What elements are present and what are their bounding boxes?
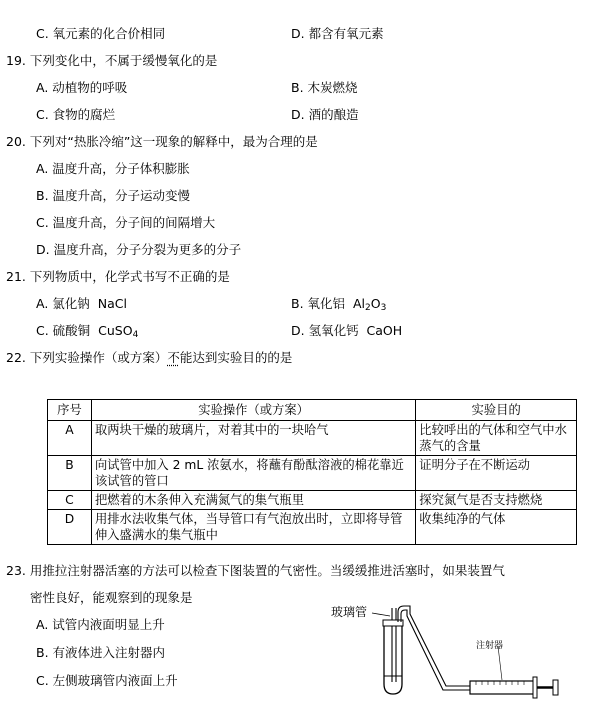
table-header-row (48, 400, 577, 421)
q19-option-c: C. 食物的腐烂 (36, 107, 116, 122)
q23-option-c: C. 左侧玻璃管内液面上升 (36, 673, 178, 688)
connecting-tube (398, 606, 470, 686)
q20-option-a: A. 温度升高，分子体积膨胀 (36, 161, 190, 176)
q23-stem-line1: 23. 用推拉注射器活塞的方法可以检查下图装置的气密性。当缓缓推进活塞时，如果装置气 (6, 563, 505, 578)
figure-label-syringe: 注射器 (476, 641, 504, 651)
q20-stem: 20. 下列对“热胀冷缩”这一现象的解释中，最为合理的是 (6, 134, 318, 149)
syringe-flange (533, 677, 537, 698)
table-row (48, 510, 577, 545)
row-operation: 向试管中加入 2 mL 浓氨水，将蘸有酚酞溶液的棉花靠近该试管的管口 (91, 456, 415, 491)
row-goal: 比较呼出的气体和空气中水蒸气的含量 (416, 421, 577, 456)
row-goal: 收集纯净的气体 (416, 510, 577, 545)
header-id: 序号 (48, 400, 92, 421)
table-row (48, 421, 577, 456)
row-id: C (48, 491, 92, 510)
q21-d-formula: CaOH (366, 323, 403, 338)
q21-b-formula: $Al_2O_3$ (352, 296, 387, 313)
row-operation: 用排水法收集气体，当导管口有气泡放出时，立即将导管伸入盛满水的集气瓶中 (91, 510, 415, 545)
figure-label-glass-tube: 玻璃管 (331, 605, 368, 619)
table-row (48, 456, 577, 491)
airtightness-apparatus-figure (360, 600, 580, 710)
q19-option-a: A. 动植物的呼吸 (36, 80, 128, 95)
q21-a-formula: NaCl (97, 296, 127, 311)
q20-option-b: B. 温度升高，分子运动变慢 (36, 188, 191, 203)
q21-option-c (36, 323, 138, 339)
stopper (383, 620, 403, 626)
row-operation: 取两块干燥的玻璃片，对着其中的一块哈气 (91, 421, 415, 456)
q21-c-formula: CuSO$_4$ (98, 323, 139, 340)
table-row (48, 491, 577, 510)
q19-stem: 19. 下列变化中，不属于缓慢氧化的是 (6, 53, 218, 68)
q21-option-b (291, 296, 386, 312)
header-goal: 实验目的 (416, 400, 577, 421)
q23-option-a: A. 试管内液面明显上升 (36, 617, 165, 632)
label-pointer-line (372, 613, 390, 616)
row-id: D (48, 510, 92, 545)
q22-experiment-table (47, 399, 577, 545)
row-goal: 探究氮气是否支持燃烧 (416, 491, 577, 510)
prev-option-d: D. 都含有氧元素 (291, 26, 384, 41)
syringe-barrel (470, 681, 534, 694)
q20-option-c: C. 温度升高，分子间的间隔增大 (36, 215, 216, 230)
row-operation: 把燃着的木条伸入充满氮气的集气瓶里 (91, 491, 415, 510)
q21-option-d (291, 323, 402, 339)
q21-stem: 21. 下列物质中，化学式书写不正确的是 (6, 269, 230, 284)
q19-option-d: D. 酒的酿造 (291, 107, 359, 122)
q20-option-d: D. 温度升高，分子分裂为更多的分子 (36, 242, 242, 257)
q22-stem: 22. 下列实验操作（或方案）不能达到实验目的的是 (6, 350, 293, 365)
row-id: B (48, 456, 92, 491)
prev-option-c: C. 氧元素的化合价相同 (36, 26, 166, 41)
q21-a-name: A. 氯化钠 (36, 296, 90, 311)
test-tube (384, 622, 402, 694)
q19-option-b: B. 木炭燃烧 (291, 80, 358, 95)
q21-d-name: D. 氢氧化钙 (291, 323, 359, 338)
syringe-plunger-handle (553, 680, 558, 695)
q21-b-name: B. 氧化铝 (291, 296, 346, 311)
row-id: A (48, 421, 92, 456)
q23-option-b: B. 有液体进入注射器内 (36, 645, 166, 660)
q23-stem-line2: 密性良好，能观察到的现象是 (30, 590, 193, 605)
q21-option-a (36, 296, 127, 312)
header-operation: 实验操作（或方案） (91, 400, 415, 421)
q21-c-name: C. 硫酸铜 (36, 323, 91, 338)
row-goal: 证明分子在不断运动 (416, 456, 577, 491)
